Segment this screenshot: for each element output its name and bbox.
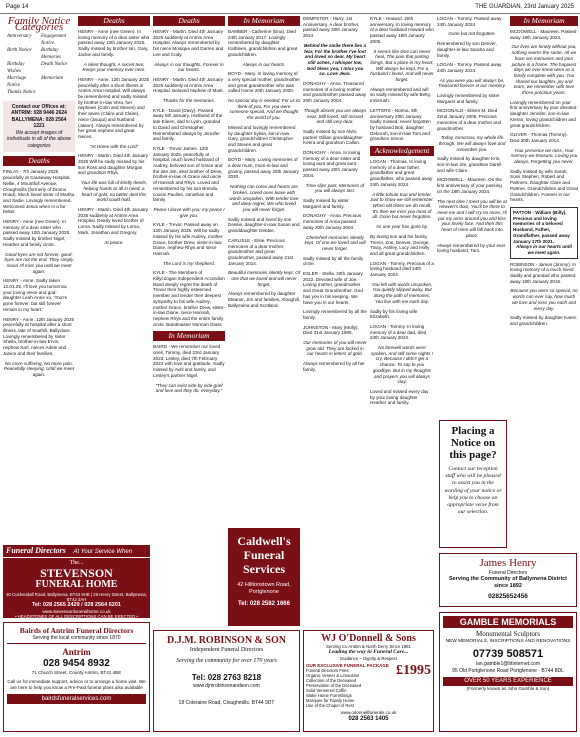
notice-donaghy-2-sign: Sadly missed by sister Margaret and family. (303, 197, 349, 209)
caldwells-funeral: Funeral (243, 548, 285, 562)
notice-logan-1: LOGAN - Thomas. In loving memory of a dear father, grandfather and great grandfather, who passed away 24th January 2024. (370, 159, 433, 187)
notice-kyle-trevor-2: KYLE - Trevor. Passed away on 12th January 2025. Will be sadly missed by his wife Audrey, mother Grace, brother Drew, sister-in-law Diane, nephew Rhys and niece Hannah. (153, 222, 223, 256)
james-henry-ad[interactable] (439, 553, 577, 607)
verse: The Lord is my shepherd. (162, 260, 216, 266)
odonnell-item: Collection of the Deceased (306, 678, 357, 683)
robinson-ad[interactable] (153, 630, 300, 732)
gamble-ad[interactable] (439, 612, 577, 732)
patton-verse: Always in our hearts until we meet again. (516, 244, 572, 255)
notice-robinson-sign: Sadly missed by daughter Karen and grandchildren. (510, 315, 577, 326)
verse: No farewell words were spoken, And still some nights I cry, Because I didn't get a chance, To say to you goodbye. But in my thoughts and prayers you will always stay. (371, 345, 433, 385)
verse: Behind the smile there lies a tear, For the brother I've lost and loved so dear, My heart still aches, I whisper low, God bless you, I miss you so. Love Jean. (303, 42, 367, 77)
notice-kyle-david: KYLE - David (Davy). Passed away 5th January. Husband of the late Eileen, dad to Lynn, grandad to David and Christopher. Remembered always by Jennifer and family. (153, 107, 223, 142)
notice-logan-2: LOGAN - Tommy. Precious of a loving husband died 24th January 2024. (370, 260, 434, 278)
notice-boyd-1: BOYD - Mary. In loving memory of a very special mother, grandmother and great grandmother who was called Home 20th January 2020. (228, 71, 301, 94)
verse: Beautiful memories silently kept, Of one that we loved and will never forget. (228, 270, 300, 287)
verse: Nothing can come and hearts are broken, Loved ones leave with words unspoken, With tender love and deep regret, We who loved you will never forget. (229, 184, 299, 212)
notice-mcdowell-1-sign: Always remembered by your ever loving husband, Tam. (437, 242, 506, 254)
stevenson-funeral-home: FUNERAL HOME (35, 579, 118, 590)
category-item: Birth Notice (7, 48, 32, 54)
column-3 (153, 16, 225, 586)
notice-johnston-sign: Always remembered by all her family. (303, 361, 365, 372)
caldwells-ad[interactable] (228, 528, 300, 626)
family-notices-title: Family Notice Categories (7, 15, 71, 33)
verse: Because you were so special, no words can ever say, how much we love and miss you each and every day. (510, 288, 578, 311)
notice-donaghy-3-sign: Sadly missed by all the family circle. (303, 255, 364, 267)
placing-title: Placing a Notice on this page? (449, 425, 497, 461)
gamble-services: NEW MEMORIALS, INSCRIPTIONS AND RENOVATIONS (445, 639, 571, 644)
notice-carlisle-sign: Always remembered by daughter Eleanor, Jim and families, Aloughill, Ballymena and Scotland. (228, 291, 301, 308)
verse: Thanks for the memories. (162, 98, 216, 104)
gamble-email[interactable]: ian.gamble1@btinternet.com (476, 661, 540, 667)
notice-kyle-band: KYLE - The Members of Killycoogan Independent Accordion Band deeply regret the death of Trevor their highly esteemed member and tender their deepest sympathy to his wife Audrey, mother Grace, brother Drew, sister-in-law Diane, niece Hannah, nephew Rhys and the entire family circle. Bandmaster Norman Glass (153, 270, 225, 327)
caldwells-services: Services (243, 562, 285, 576)
verse: At peace. (104, 239, 124, 245)
notice-bamber: BAMBER - Catherine (Ena). Died 24th January 2017. Lovingly remembered by daughter Kathleen, grandchildren and great grandchildren. (228, 29, 298, 57)
category-item: Memoriam (41, 76, 63, 82)
verse: Though absent you are always near, Still loved, still missed and still very dear. (303, 107, 367, 125)
bairds-subtitle: Serving the local community since 1870 (7, 635, 146, 644)
deaths-header: Deaths (3, 156, 75, 166)
ballymena-phone[interactable]: 028 2564 1221 (33, 116, 67, 130)
caldwells-address: 42 Hilltonstown Road, Portglenone (237, 582, 291, 595)
bairds-website[interactable]: bairdsfuneralservices.com (7, 694, 146, 704)
contact-title: Contact our Offices at: (12, 103, 66, 110)
notice-boyd-1-sign: Missed and lovingly remembered by daughter Sylvia, son-in-law Gary, grandchildren Christopher and Steven and great grandchildren. (228, 124, 296, 153)
gamble-experience: OVER 50 YEARS EXPERIENCE (443, 677, 573, 686)
notice-donaghy-1-sign: Sadly missed by son Alvin, partner Gillian granddaughter Keera and grandson Callan. (303, 128, 363, 146)
notice-kyle-howard: KYLE - Howard. 20th anniversary. In loving memory of a dear husband Howard who passed away 19th January 2005. (370, 16, 434, 44)
category-item: Marriage Notice (7, 76, 27, 88)
notice-mcdonald: MCDONALD - Eileen M. Died 22nd January 2005. Precious memories of a dear mother and grandmother. (437, 108, 502, 131)
verse: No special day is needed, For us to think of you, For you were someone special, And we thought the world of you. (228, 98, 301, 121)
odonnell-item: Use of the Chapel of Rest (306, 703, 354, 708)
bairds-address: 71 Church Street, County Antrim, BT41 4BE (31, 670, 122, 675)
verse: Today, tomorrow, my whole life through, We will always love and remember you. (438, 135, 506, 152)
stevenson-phone[interactable]: Tel: 028 2565 2429 / 028 2564 6201 (32, 602, 121, 608)
antrim-phone[interactable]: 028 9446 2624 (33, 110, 67, 117)
stevenson-the: The... (69, 560, 84, 566)
funeral-directors-banner (3, 545, 150, 557)
notice-logan-1-sign: By loving son and his family, Trevor, Zoe, Denver, George, Tracy, Ashley, Lucy and Holly and all great grandchildren. (370, 233, 430, 256)
notice-logan-5-sign: Lovingly remembered by sister Margaret and family. (437, 93, 500, 104)
notice-mcdonald-sign: Sadly missed by daughter Kris, son-in-law Jim, grandson Darell and wife Claire. (437, 156, 502, 173)
odonnell-tagline: Leading the way in Funeral Care... (328, 649, 409, 655)
odonnell-phone[interactable]: 028 2563 1405 (348, 715, 389, 722)
notice-finlay: FINLAY - 7th January 2025 peacefully at Causeway Hospital, Nellie, 4 Mountfull Avenue, Cloughmills (formerly of Dromo Road). Much loved sister of Martha and Sadie. Lovingly remembered. Welcomed Jesus when in a far better. (3, 169, 75, 215)
category-item: Death Notice (41, 62, 68, 68)
memoriam-header: In Memoriam (228, 16, 300, 26)
notice-patton (510, 207, 578, 259)
notice-logan-4: LOGAN - Tommy. Passed away 24th January 2024. (437, 16, 502, 27)
antrim-label: ANTRIM: (11, 110, 33, 117)
robinson-website[interactable]: www.djmrobinsonandson.com (193, 683, 260, 689)
contact-box (3, 101, 75, 153)
notice-donaghy-2: DONAGHY - Anna. In loving memory of a dear sister and loving aunt and great aunt passed away 20th January 2004. (303, 150, 361, 178)
notice-henry-2: HENRY - Anne. Sadly taken 12.01.25. I'll love you tomorrow, your loving niece and god-daughter Leah-Anne xo. 'You're gone forever, but still forever remain in my heart.' (3, 278, 68, 312)
placing-text: Contact our reception staff who will be pleased to assist you in the wording of your notice or help you to choose an appropriate verse from our selection. (444, 466, 502, 516)
fd-title: Funeral Directors (6, 546, 66, 555)
notice-henry-martin-4: HENRY - Martin. Died 4th January 2025 suddenly at Antrim Area Hospital. Beloved nephew of Mark. (153, 76, 224, 94)
notice-boyd-2-sign: Sadly missed and loved by son Dessie, daughter-in-law Susan and granddaughter Debbie. (228, 216, 300, 234)
odonnell-package: OUR EXCLUSIVE FUNERAL PACKAGE (306, 662, 389, 668)
odonnell-item: Funeral Directors Fees (306, 668, 349, 673)
column-6 (370, 16, 434, 616)
notice-boyd-2: BOYD - Mary. Loving memories of a dear mum, mum-in-law and granny, passed away 20th January 2020. (228, 157, 299, 180)
verse: You left with words unspoken, You quietly slipped away, But along the path of memories, You live with me each day. (371, 281, 433, 304)
verse: Your life was full of kindly deeds, helping hands to all in need, a heart of gold, no better deal this world could hold. (80, 180, 148, 203)
verse: As one year has gone by. (376, 224, 428, 230)
gamble-subtitle: Monumental Sculptors (476, 630, 540, 638)
notice-mcdowell-2-sign: Lovingly remembered on your first anniversary by your devoted daughter Jennifer, son-in-law Kieran, loving grandchildren and great grandchildren. (510, 99, 577, 128)
notice-robinson: ROBINSON - James (Jimmy). In loving memory of a much loved daddy and grandad who passed away 18th January 2016. (510, 261, 577, 284)
bairds-title: Bairds of Antrim Funeral Directors (19, 626, 134, 635)
verse: Always in our thoughts, Forever in our hearts. (154, 61, 224, 73)
notice-henry-martin: HENRY - Martin. Died 4th January 2025 Will be sadly missed by his son Ross and daughter Morgan and grandson Rhys. (78, 153, 149, 176)
notice-logan-5: LOGAN - Tommy. Passed away 24th January 2024. (437, 62, 502, 73)
verse: Gone but not forgotten. (448, 31, 496, 37)
odonnell-item: Organic Veneer & Limousine (306, 673, 360, 678)
verse: As you were you will always be, Treasured forever in our memory. (438, 77, 506, 89)
page-number: Page 14 (6, 4, 29, 10)
bairds-ad[interactable] (3, 622, 150, 732)
notice-kyle-trevor: KYLE - Trevor James. 12th January 2025, peacefully at hospital, much loved husband of Audrey, beloved son of Grace and the late Jim, dear brother of Drew, brother-in-law of Grace and uncle of Hannah and Rhys. Loved and remembered by his son Brenda, cousin Pauline, Jonathan and family. (153, 145, 223, 203)
bairds-phone[interactable]: 028 9454 8932 (43, 658, 110, 669)
category-index (3, 34, 75, 97)
page-header (0, 0, 580, 14)
category-item: Anniversary (7, 34, 32, 40)
odonnell-name: WJ O'Donnell & Sons (321, 633, 416, 644)
notice-henry-martin-3: HENRY - Martin. Died 4th January 2025 suddenly at Antrim Area Hospital. Always remembered by his niece Monique and Darren and Lee and Cody. (153, 29, 224, 57)
robinson-subtitle: Independent Funeral Directors (189, 647, 264, 653)
verse: "At Home with the Lord" (89, 143, 139, 149)
gamble-phone[interactable]: 07739 508571 (472, 648, 544, 660)
robinson-phone[interactable]: Tel: 028 2763 8218 (191, 673, 262, 682)
notice-henry-anne: HENRY - Anne (nee Green). In loving memory of a dear sister who passed away 12th January 2025. Sadly missed by brother Ian, Gary, Jackie and family. (78, 29, 150, 57)
notice-baird: BAIRD - We remember our loved ones, Tommy, died 23rd January 2023; Lesley, died 7th February 2023 with love and gratitude. Sadly missed by Avril and family, and Lesley's partner Nigel. (153, 344, 225, 378)
verse: It seems like time can never heal, The pain that parting brings, But a place in my heart, Will always be kept, For a husband I loved, And will never forget. (370, 48, 434, 83)
odonnell-ad[interactable] (303, 630, 434, 732)
stevenson-address: 30 Cushendall Road, Ballymena, BT43 6HB | 28 Henry Street, Ballymena, BT42 3AH (6, 592, 147, 602)
notice-oliver-sign: Sadly missed by wife Sarah, Sons Stephen, Robert and Partners, Daughter Clare and Partner, Grandchildren and Great Grandchildren. Forever in our hearts. (510, 168, 578, 203)
stevenson-ad[interactable] (3, 558, 150, 618)
notice-mcdowell-1: MCDOWELL - Maureen. On the first anniversary of your passing on the 18th January 2024. (437, 177, 502, 194)
verse: A little tribute true and tender, Just to show we still remember. When old times we do recall, It's then we miss you most of all. Gone but never forgotten. (370, 191, 434, 220)
fd-subtitle: At Your Service When (73, 549, 133, 555)
stevenson-website[interactable]: www.stevensonfuneralhome.co.uk (42, 608, 111, 614)
patton-text: PATTON - William (Billy). Precious and loving memories of a beloved Husband, Father, Grandfather, passed away January 17th 2021. (513, 209, 570, 244)
notice-henry-martin-2: HENRY - Martin. Died 4th January 2025 suddenly at Antrim Area Hospital. Dearly loved brother of Lorna. Sadly missed by Lorna, Mark, Jonathan and Gregory. (78, 206, 149, 235)
verse: Our lives are lonely without you, nothing seems the same. All we have are memories and your picture in a frame. The happiest days we ever knew were as a family complete with you. You shared our laughter, joy and tears, we remember with love those precious years. (511, 44, 577, 96)
notice-dempster: DEMPSTER - Harry. 1st Anniversary. A dear brother, passed away 20th January 2024. (303, 16, 360, 39)
odonnell-item: Marquee for Family Home (306, 698, 355, 703)
notice-donaghy-1: DONAGHY - Anna. Treasured memories of a loving mother and grandmother passed away 20th January 2004. (303, 81, 367, 104)
verse: Time slips past, Memories of you will always last. (305, 182, 365, 194)
verse: A silent thought, A secret tear, Keeps your memory ever near. (82, 61, 146, 73)
column-7 (437, 16, 507, 416)
contact-note: We accept images of individuals in all of the above categories (7, 129, 71, 149)
odonnell-items (306, 668, 394, 708)
verse: Your presence we miss, Your memory we treasure, Loving you always, Forgetting you never. (510, 147, 578, 165)
odonnell-guidance: Guidance – Dignity & Respect (339, 655, 398, 661)
odonnell-item: Preservation of the Deceased (306, 683, 362, 688)
category-item: Thanks Notice (7, 90, 36, 96)
robinson-name: D.J.M. ROBINSON & SON (167, 635, 286, 646)
deaths-header: Deaths (78, 16, 150, 26)
verse: Our memories of you will never grow old, They are locked in our hearts in letters of gold. (303, 340, 367, 357)
odonnell-item: Solid Veneered Coffin (306, 688, 347, 693)
caldwells-name: Caldwell's (237, 534, 291, 548)
notice-donaghy-3: DONAGHY - Anna. Precious memories of Anna passed away 20th January 2004. (303, 213, 362, 230)
odonnell-website[interactable]: www.odonnellfunerals.co.uk (340, 710, 397, 715)
gamble-name: GAMBLE MEMORIALS (443, 616, 573, 628)
memoriam-header: In Memoriam (153, 331, 225, 341)
verse: "They can exist side by side grief and love and they do, everyday." (155, 382, 223, 394)
odonnell-item: Wake Home Furnishings (306, 693, 352, 698)
gamble-address: 95 Old Portglenone Road Portglenone · BT44 8DL (452, 667, 564, 674)
odonnell-since: Serving Co Antrim & North Derry Since 1881 (326, 644, 411, 649)
category-item: Birthday Wishes (7, 62, 25, 74)
ballymena-label: BALLYMENA: (11, 116, 45, 123)
notice-mcdowell-2: MCDOWELL - Maureen. Passed away 18th January 2024. (510, 29, 577, 40)
notice-henry-anne-2: HENRY - Anne. 12th January 2025 peacefully after a short illness in Antrim Area Hospital. Will always be remembered and sadly missed by brother-in-law Vera, her nephews (Colin and Steven) and their wives (Claire and Claire), niece (Jacqui) and husband (Jason). Always remembered by her great nephew and great nieces. (78, 76, 150, 139)
column-5 (303, 16, 367, 616)
paper-date: THE GUARDIAN, 23rd January 2025 (475, 4, 574, 10)
james-henry-phone[interactable]: 02825652456 (488, 593, 528, 600)
deaths-header: Deaths (153, 16, 225, 26)
notice-esler-sign: Lovingly remembered by all the family. (303, 309, 367, 320)
stevenson-name: STEVENSON (40, 566, 113, 580)
verse: Always in our hearts. (242, 61, 286, 67)
caldwells-phone[interactable]: Tel: 028 2582 1666 (238, 601, 290, 607)
bairds-town: Antrim (62, 647, 91, 657)
notice-oliver: OLIVER - Thomas (Tommy). Died 20th January 2014. (510, 132, 568, 143)
verse: The next time I meet you will be at Heaven's door, You'll be there to meet me and I will cry no more, I'll put my arms around you and kiss your lovely face, And then this heart of mine will fall back into place. (437, 198, 507, 238)
column-4 (228, 16, 300, 526)
stevenson-tagline: • HEADSTONES OF ALL DESCRIPTIONS CAN BE ERECTED • (15, 614, 138, 619)
notice-esler: ESLER - Stella. 20th January 2022. Devoted wife of Joe. Loving mother, grandmother and Great Grandmother. God has you in his keeping. We have you in our hearts. (303, 271, 363, 305)
james-henry-community: Serving the Community of Ballymena District since 1892 (449, 576, 567, 589)
acknowledgement-header: Acknowledgement (370, 146, 434, 156)
notice-logan-3-sign: Loved and missed every day by your loving daughter Heather and family. (370, 388, 429, 406)
notice-letters: LETTERS - Norma, 6th anniversary 20th January Sadly missed, never forgotten by husband Bob, daughter Deborah, son-in-law Tom and grandson Simon. (370, 107, 431, 142)
gamble-former: (Formerly known as John Gamble & Son) (466, 686, 550, 691)
bairds-note: Call us for immediate support, advice or to arrange a home visit. We are here to help you know a Pre-Paid funeral plans also available (7, 679, 146, 690)
column-2 (78, 16, 150, 536)
notice-henry-3: HENRY - Anne. 12th January 2025 peacefully at hospital after a short illness, late of Southill, Ballyclare. Lovingly remembered by sister Sheila, brother-in-law Ervin, nephew Karl, nieces Adele and Janice and their families. (3, 316, 75, 356)
notice-logan-3: LOGAN - Tommy. In loving memory of a dear dad, died 24th January 2024. (370, 323, 427, 341)
category-item: Engagement Notice (41, 34, 66, 46)
notice-logan-2-sign: Sadly by his loving wife Elizabeth. (370, 308, 418, 320)
notice-carlisle: CARLISLE - Elsie. Precious memories of a dear mother, grandmother and great grandmother, passed away 21st January 2014. (228, 237, 294, 266)
robinson-years: Serving the community for over 170 years (176, 658, 277, 664)
notice-logan-4-sign: Remembered by son Denver, daughter-in-law Sandra and family. (437, 41, 497, 58)
memoriam-header: In Memoriam (510, 16, 578, 26)
column-8 (510, 16, 578, 548)
notice-kyle-howard-sign: Always remembered and will so sadly missed by wife Betty, Innisrush. (370, 86, 431, 104)
verse: Cherished memories silently kept, Of one we loved and will never forget. (304, 234, 366, 251)
odonnell-price: £1995 (396, 662, 431, 678)
placing-notice-box (439, 420, 507, 548)
james-henry-name: James Henry (479, 557, 537, 569)
verse: Good-byes are not forever, good-byes are not the end. They simply mean I'll miss you until we meet again. (4, 251, 74, 274)
james-henry-sub: Funeral Directors (488, 570, 528, 576)
category-item: Birthday Memories (41, 48, 61, 60)
notice-johnston: JOHNSTON - Mary (Molly). Died 21st January 1995. (303, 324, 359, 336)
verse: No more suffering, No more pain. Peacefully sleeping, Until we meet again. (4, 360, 74, 377)
verse: Peace I leave with you; my peace I give you. (153, 206, 225, 218)
notice-henry-1: HENRY - Anne (nee Green). In memory of a dear sister who passed away 12th January 2025. Sadly missed by brother Nigel, Heather and family circle. (3, 219, 71, 247)
robinson-address: 18 Coleraine Road, Cloughmills. BT44 9DT (178, 700, 275, 706)
